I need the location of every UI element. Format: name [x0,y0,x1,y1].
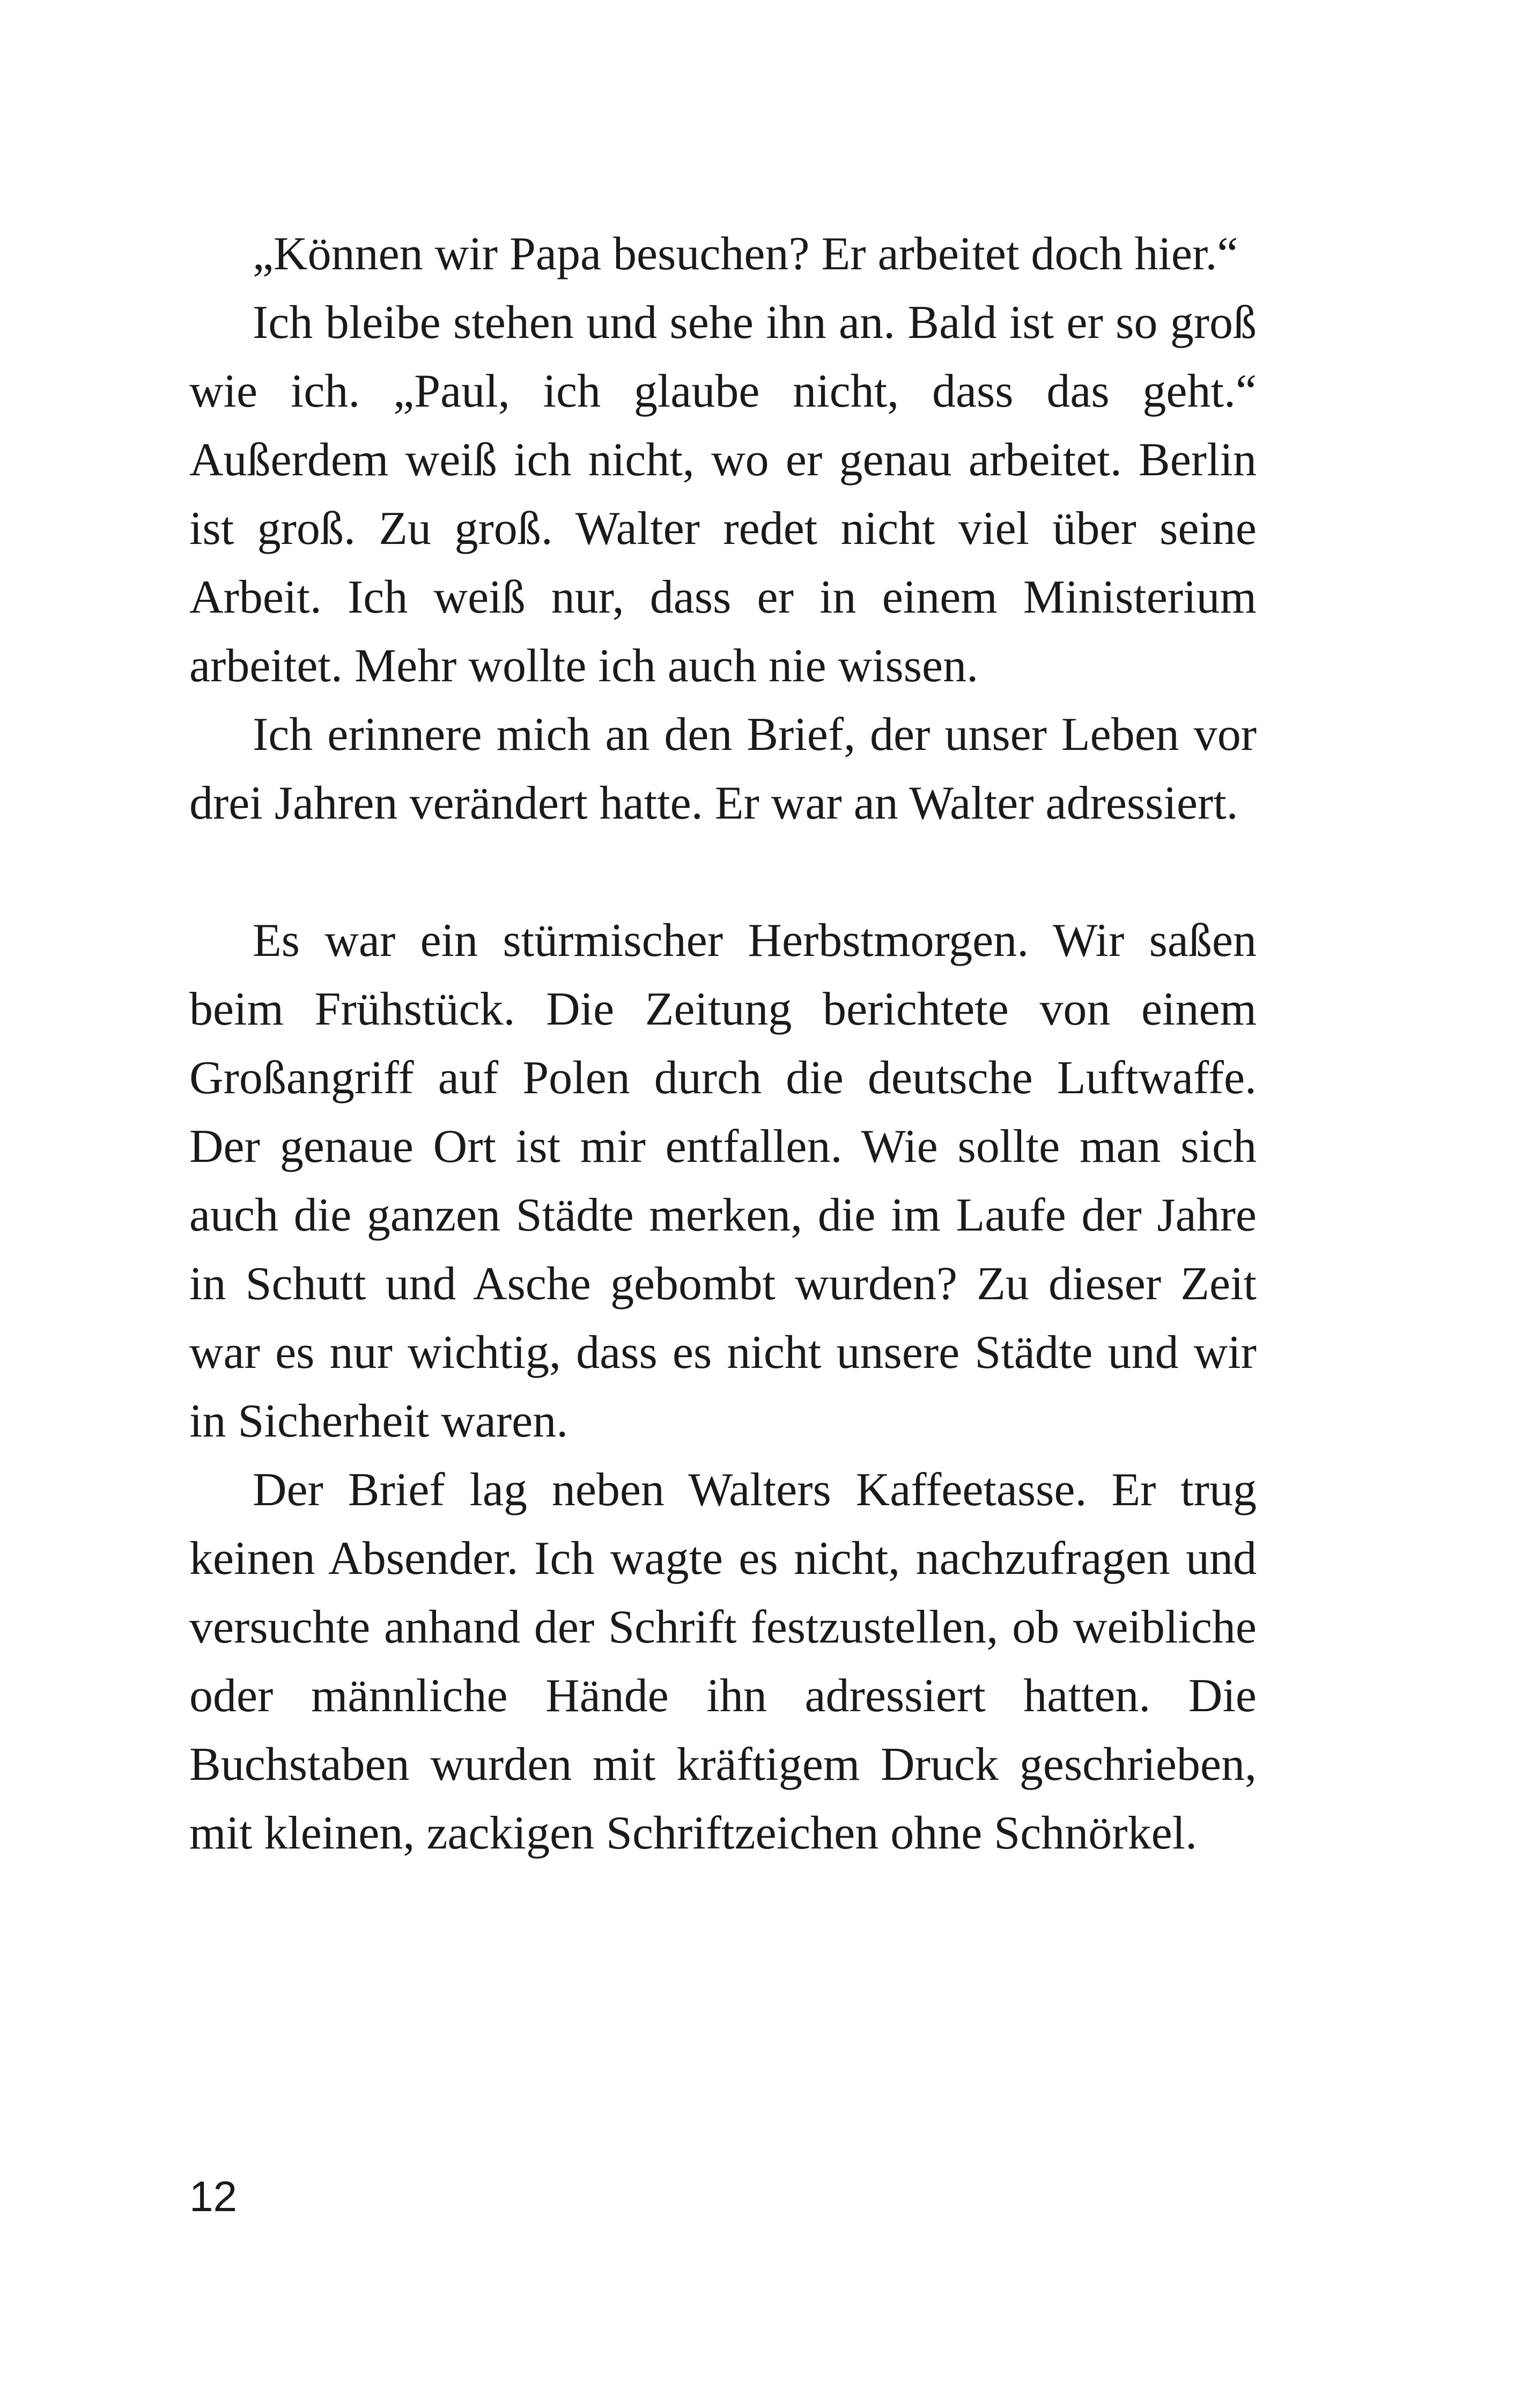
paragraph-2: Ich bleibe stehen und sehe ihn an. Bald ist er so groß wie ich. „Paul, ich glaube nicht, dass das geht.“ Außerdem weiß ich nicht, wo er genau arbeitet. Berlin ist groß. Zu groß. Walter redet nicht viel über seine Arbeit. Ich weiß nur, dass er in einem Ministerium arbeitet. Mehr wollte ich auch nie wissen. [189,297,1257,692]
paragraph-4: Es war ein stürmischer Herbstmorgen. Wir saßen beim Frühstück. Die Zeitung berichtete von einem Großangriff auf Polen durch die deutsche Luftwaffe. Der genaue Ort ist mir entfallen. Wie sollte man sich auch die ganzen Städte merken, die im Laufe der Jahre in Schutt und Asche gebombt wurden? Zu dieser Zeit war es nur wichtig, dass es nicht unsere Städte und wir in Sicherheit waren. [189,915,1257,1447]
page-number: 12 [189,2173,237,2220]
paragraph-3: Ich erinnere mich an den Brief, der unser Leben vor drei Jahren verändert hatte. Er war an Walter adressiert. [189,709,1257,829]
paragraph-5: Der Brief lag neben Walters Kaffeetasse. Er trug keinen Absender. Ich wagte es nicht, nachzufragen und versuchte anhand der Schrift festzustellen, ob weibliche oder männliche Hände ihn adressiert hatten. Die Buchstaben wurden mit kräftigem Druck geschrieben, mit kleinen, zackigen Schriftzeichen ohne Schnörkel. [189,1464,1257,1859]
page-body-text [189,220,1257,1868]
paragraph-1: „Können wir Papa besuchen? Er arbeitet doch hier.“ [253,228,1238,280]
